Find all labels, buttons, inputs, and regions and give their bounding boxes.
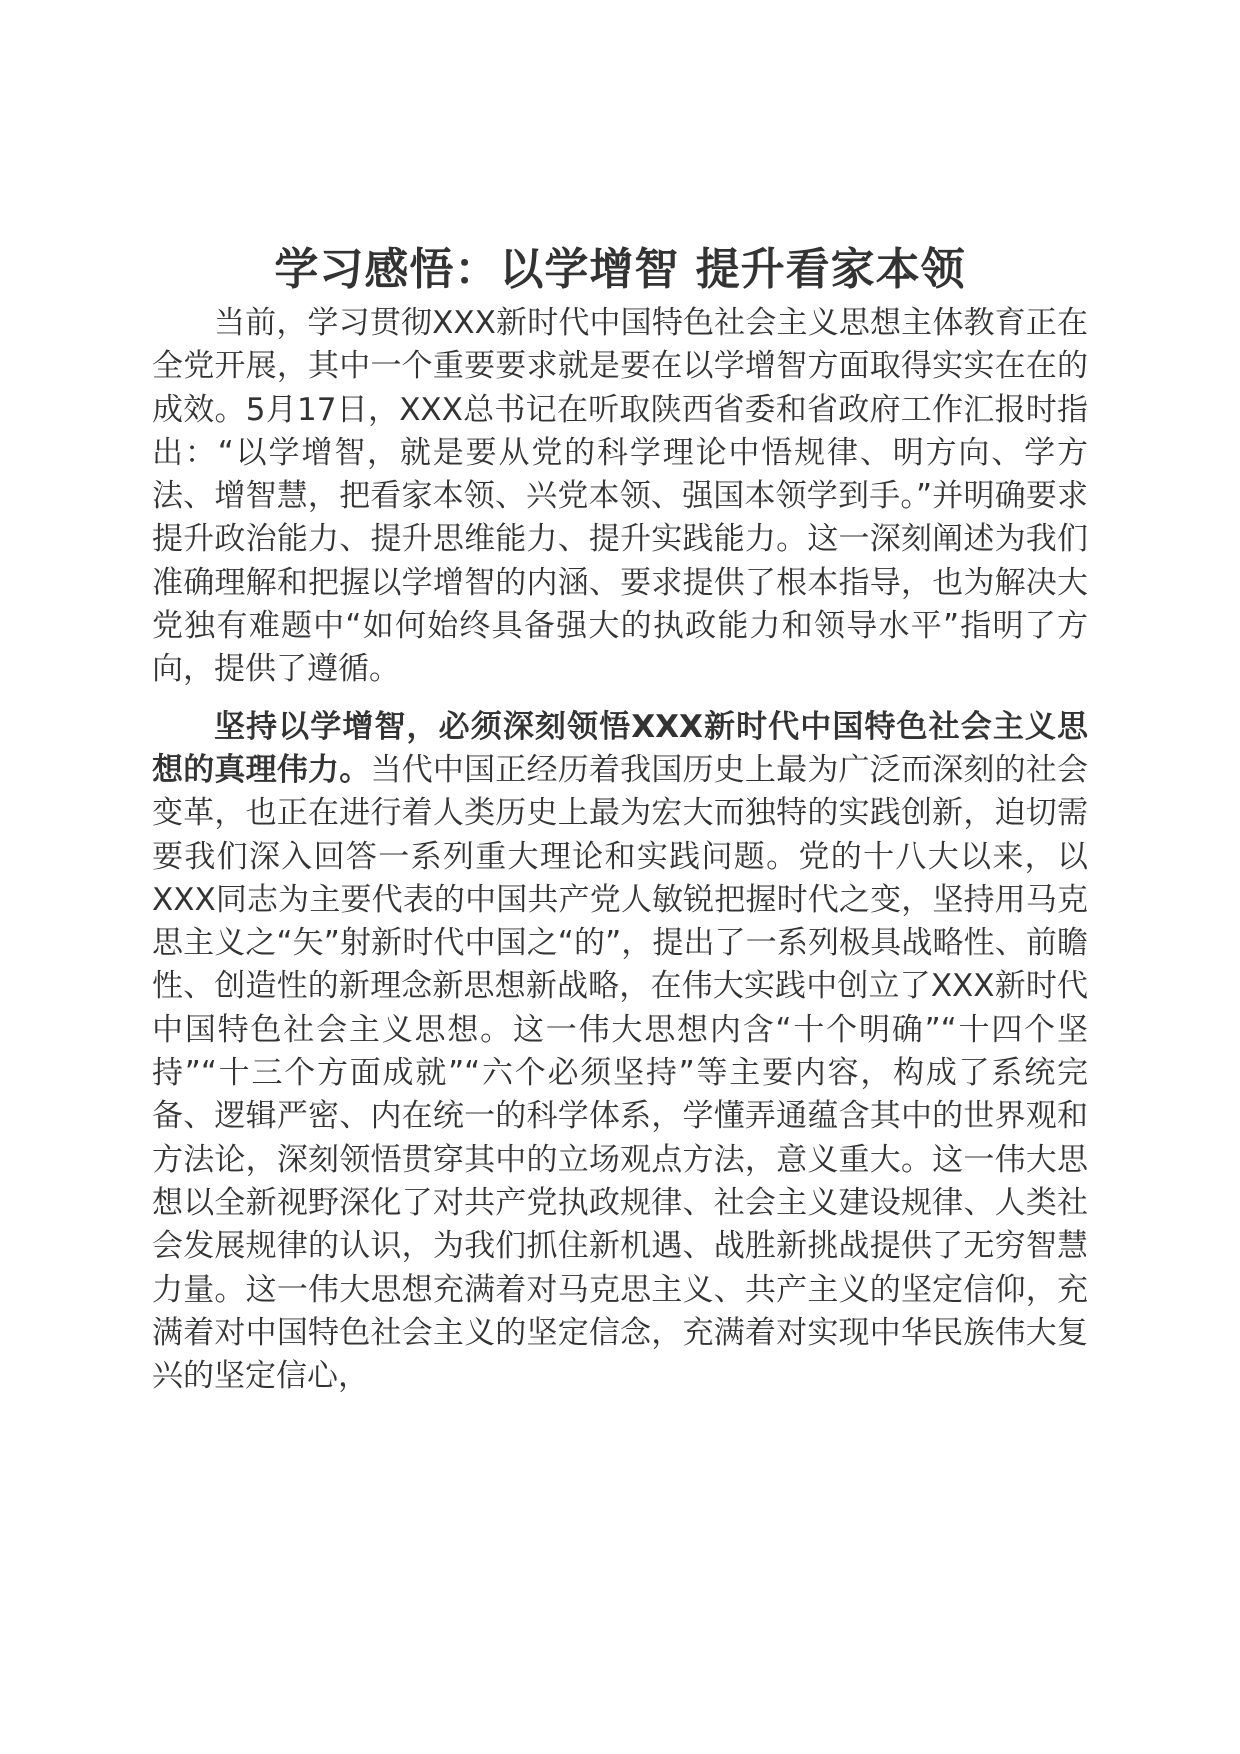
document-page	[152, 240, 1088, 1398]
paragraph-truth-power	[152, 706, 1088, 1399]
paragraph-truth-power-text: 当代中国正经历着我国历史上最为广泛而深刻的社会变革，也正在进行着人类历史上最为宏大而独特的实践创新，迫切需要我们深入回答一系列重大理论和实践问题。党的十八大以来，以XXX同志为主要代表的中国共产党人敏锐把握时代之变，坚持用马克思主义之“矢”射新时代中国之“的”，提出了一系列极具战略性、前瞻性、创造性的新理念新思想新战略，在伟大实践中创立了XXX新时代中国特色社会主义思想。这一伟大思想内含“十个明确”“十四个坚持”“十三个方面成就”“六个必须坚持”等主要内容，构成了系统完备、逻辑严密、内在统一的科学体系，学懂弄通蕴含其中的世界观和方法论，深刻领悟贯穿其中的立场观点方法，意义重大。这一伟大思想以全新视野深化了对共产党执政规律、社会主义建设规律、人类社会发展规律的认识，为我们抓住新机遇、战胜新挑战提供了无穷智慧力量。这一伟大思想充满着对马克思主义、共产主义的坚定信仰，充满着对中国特色社会主义的坚定信念，充满着对实现中华民族伟大复兴的坚定信心，	[152, 751, 1089, 1395]
paragraph-intro-text: 当前，学习贯彻XXX新时代中国特色社会主义思想主体教育正在全党开展，其中一个重要要求就是要在以学增智方面取得实实在在的成效。5月17日，XXX总书记在听取陕西省委和省政府工作汇报时指出：“以学增智，就是要从党的科学理论中悟规律、明方向、学方法、增智慧，把看家本领、兴党本领、强国本领学到手。”并明确要求提升政治能力、提升思维能力、提升实践能力。这一深刻阐述为我们准确理解和把握以学增智的内涵、要求提供了根本指导，也为解决大党独有难题中“如何始终具备强大的执政能力和领导水平”指明了方向，提供了遵循。	[152, 305, 1088, 688]
paragraph-lead-sentence: 坚持以学增智，必须深刻领悟XXX新时代中国特色社会主义思想的真理伟力。	[152, 708, 1088, 788]
document-title: 学习感悟：以学增智 提升看家本领	[274, 244, 966, 295]
paragraph-intro	[152, 302, 1088, 692]
